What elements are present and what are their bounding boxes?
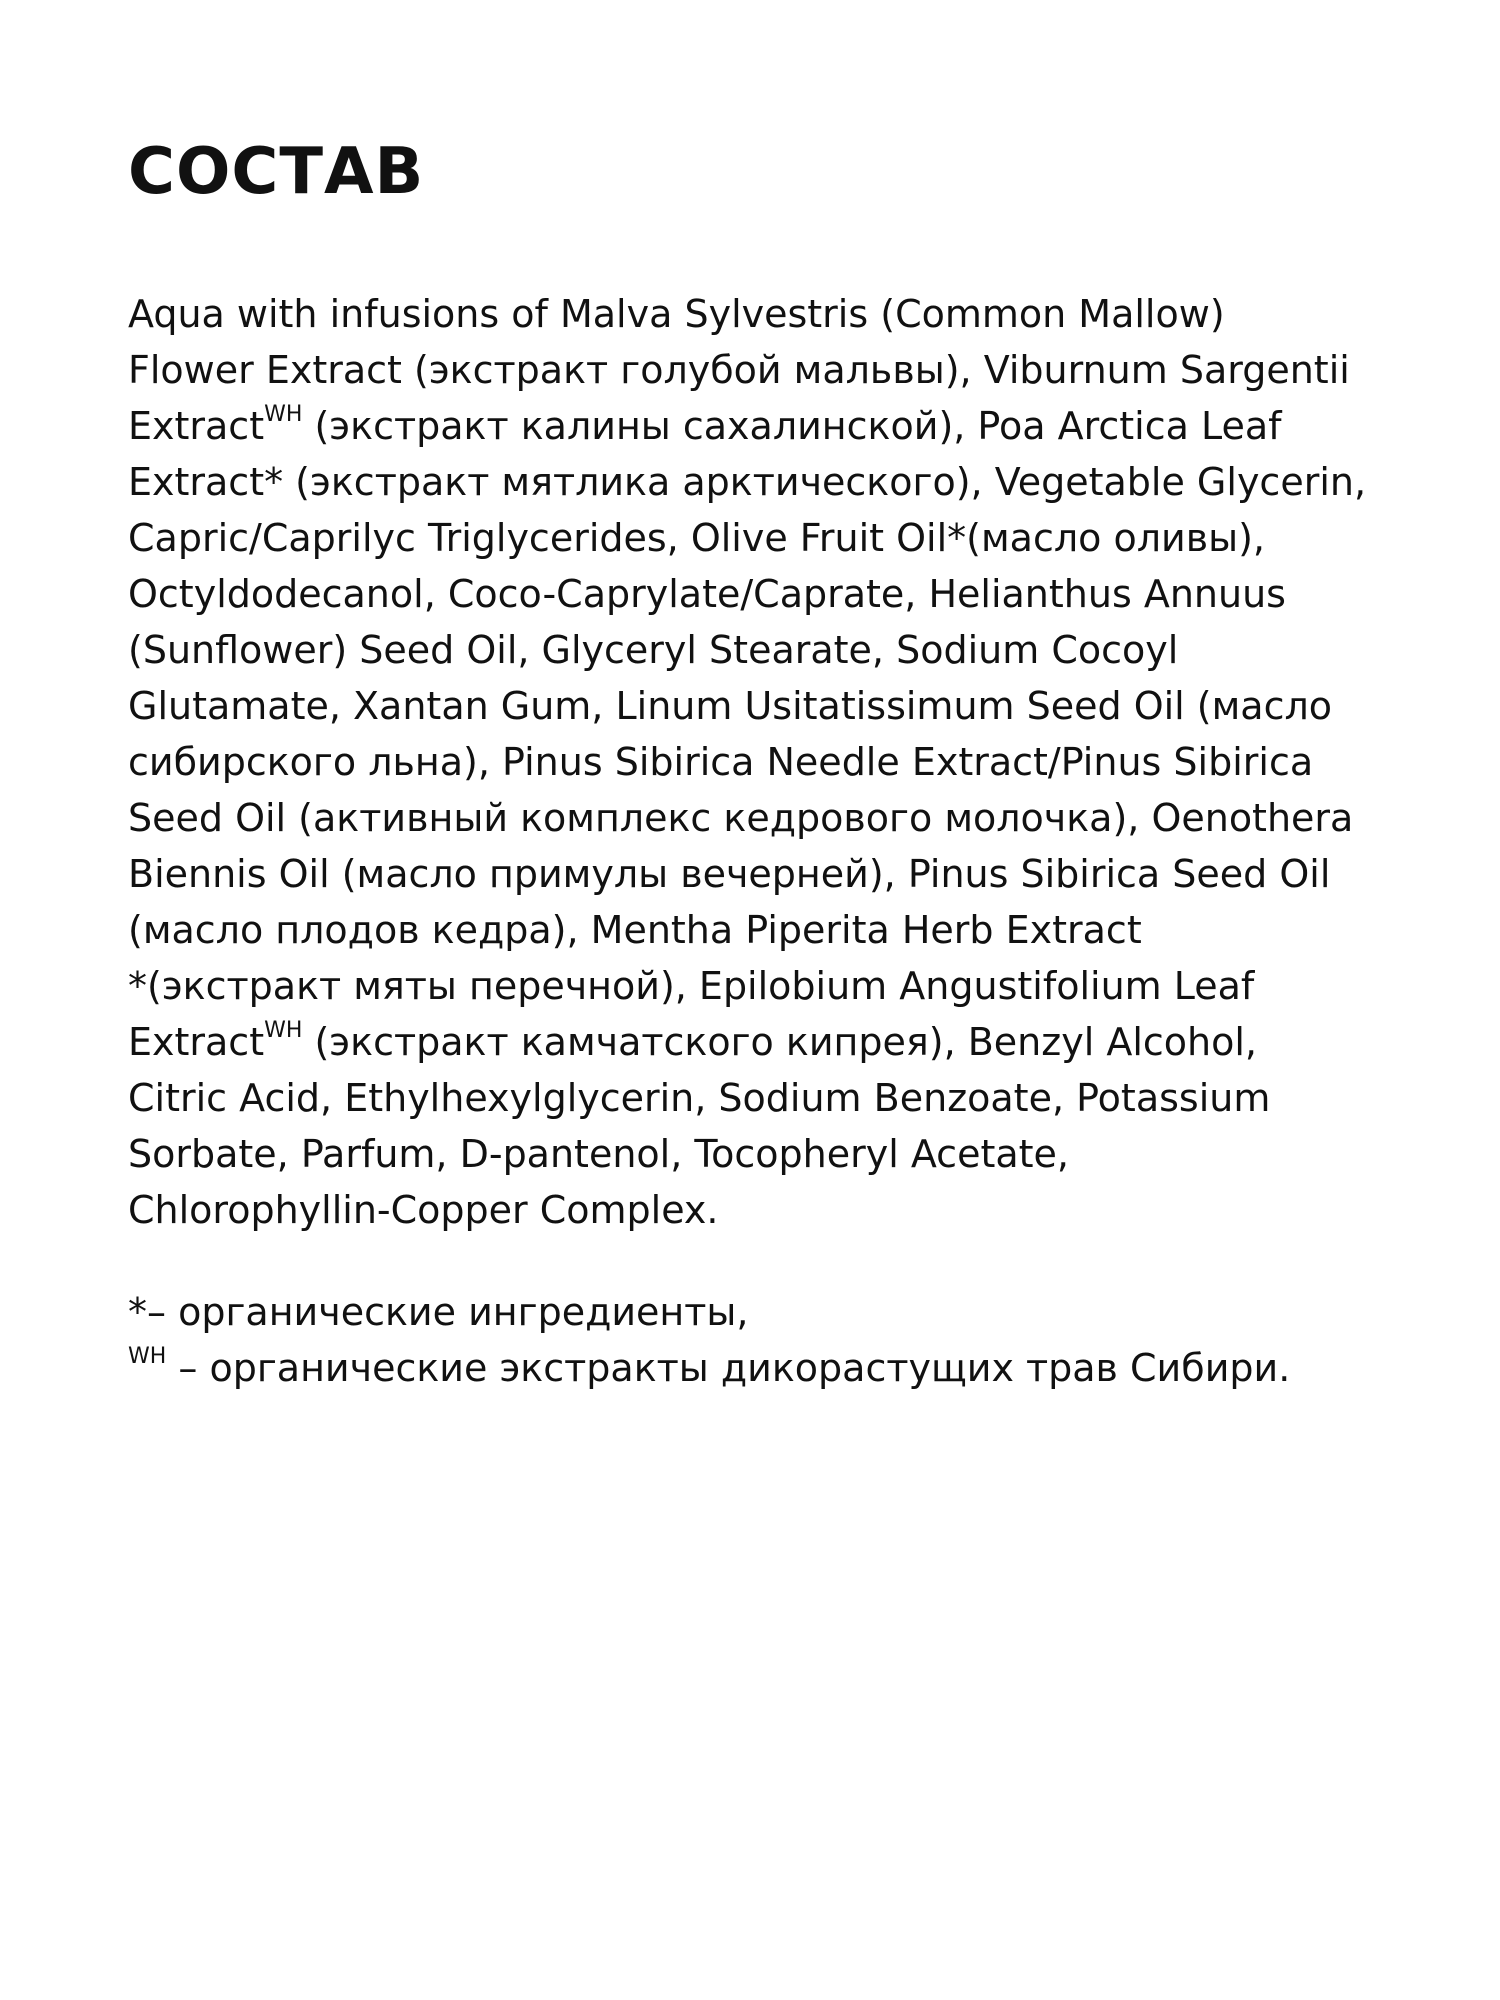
legend-wild-text: – органические экстракты дикорастущих трав Сибири.	[166, 1346, 1291, 1390]
ingredients-line: Aqua with infusions of Malva Sylvestris (Common Mallow)	[128, 292, 1225, 336]
ingredients-line: сибирского льна), Pinus Sibirica Needle Extract/Pinus Sibirica	[128, 740, 1314, 784]
ingredients-line: Capric/Caprilyc Triglycerides, Olive Fruit Oil*(масло оливы),	[128, 516, 1265, 560]
ingredients-list	[128, 286, 1428, 1238]
wh-superscript: WH	[128, 1344, 167, 1370]
ingredients-line: (масло плодов кедра), Mentha Piperita Herb Extract	[128, 908, 1142, 952]
ingredients-line: Glutamate, Xantan Gum, Linum Usitatissimum Seed Oil (масло	[128, 684, 1333, 728]
ingredients-line: Sorbate, Parfum, D-pantenol, Tocopheryl Acetate,	[128, 1132, 1070, 1176]
ingredients-line: Flower Extract (экстракт голубой мальвы), Viburnum Sargentii	[128, 348, 1350, 392]
wh-superscript: WH	[264, 402, 303, 428]
ingredients-line: Extract* (экстракт мятлика арктического), Vegetable Glycerin,	[128, 460, 1367, 504]
ingredients-line-text: (экстракт калины сахалинской), Poa Arctica Leaf	[302, 404, 1282, 448]
ingredients-line: Chlorophyllin-Copper Complex.	[128, 1188, 719, 1232]
ingredients-line	[128, 1014, 1428, 1070]
ingredients-line: Octyldodecanol, Coco-Caprylate/Caprate, Helianthus Annuus	[128, 572, 1286, 616]
ingredients-line: Biennis Oil (масло примулы вечерней), Pinus Sibirica Seed Oil	[128, 852, 1331, 896]
ingredients-line: Citric Acid, Ethylhexylglycerin, Sodium Benzoate, Potassium	[128, 1076, 1271, 1120]
ingredients-line: Seed Oil (активный комплекс кедрового молочка), Oenothera	[128, 796, 1354, 840]
wh-superscript: WH	[264, 1018, 303, 1044]
ingredients-line: (Sunflower) Seed Oil, Glyceryl Stearate, Sodium Cocoyl	[128, 628, 1179, 672]
ingredients-line: *(экстракт мяты перечной), Epilobium Angustifolium Leaf	[128, 964, 1255, 1008]
legend-organic: *– органические ингредиенты,	[128, 1290, 749, 1334]
ingredients-line-text: Extract	[128, 404, 265, 448]
footnote-legend	[128, 1284, 1428, 1396]
ingredients-line	[128, 398, 1428, 454]
legend-wild-herbs	[128, 1340, 1428, 1396]
ingredients-line-text: (экстракт камчатского кипрея), Benzyl Alcohol,	[302, 1020, 1257, 1064]
page-title: СОСТАВ	[128, 135, 425, 209]
ingredients-line-text: Extract	[128, 1020, 265, 1064]
